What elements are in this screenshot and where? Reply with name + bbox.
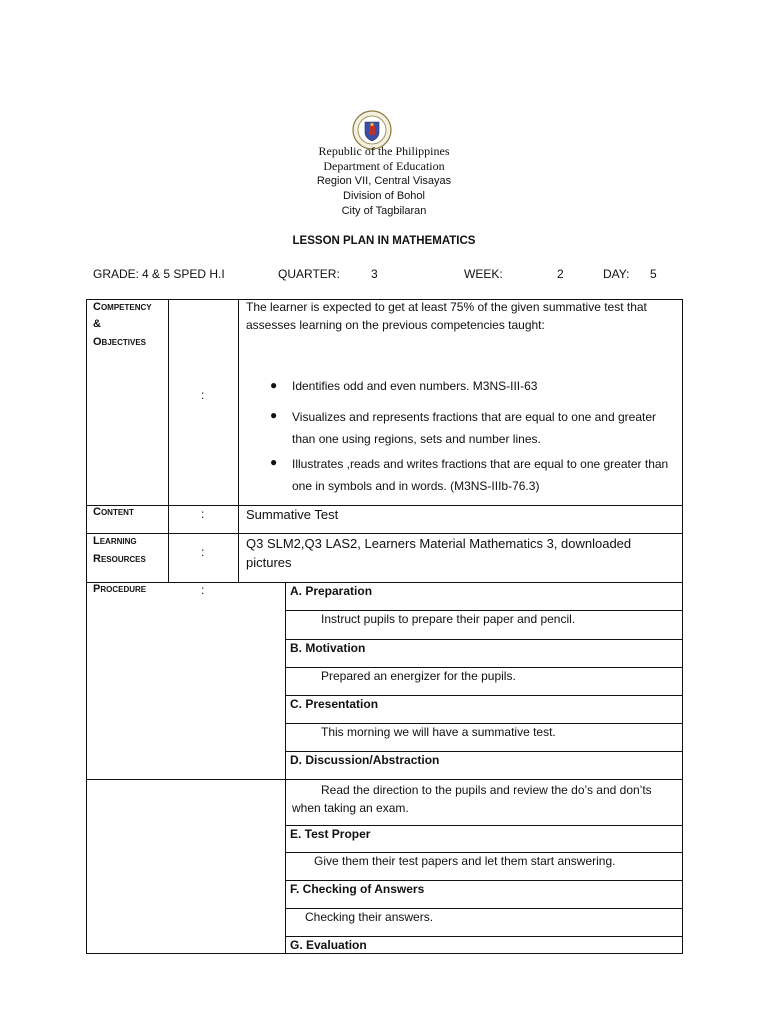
objectives-label: Objectives xyxy=(93,336,147,348)
step-text: Give them their test papers and let them start answering. xyxy=(314,854,616,868)
step-text: Checking their answers. xyxy=(305,910,434,924)
resources-value: Q3 SLM2,Q3 LAS2, Learners Material Mathematics 3, downloaded pictures xyxy=(246,536,632,570)
content-colon: : xyxy=(201,507,205,521)
day-label: DAY: xyxy=(603,267,630,281)
objective-1: Identifies odd and even numbers. M3NS-III-63 xyxy=(292,379,538,393)
week-value: 2 xyxy=(557,267,564,281)
competency-amp: & xyxy=(93,318,101,330)
bullet-dot-2: ● xyxy=(270,408,278,422)
objective-2: Visualizes and represents fractions that are equal to one and greater than one using regions, sets and number lines. xyxy=(292,410,657,446)
step-heading: E. Test Proper xyxy=(290,827,371,841)
procedure-label: Procedure xyxy=(93,583,147,595)
header-republic: Republic of the Philippines xyxy=(318,144,450,158)
step-heading: A. Preparation xyxy=(290,584,373,598)
bullet-dot-1: ● xyxy=(270,378,278,392)
bullet-dot-3: ● xyxy=(270,455,278,469)
week-label: WEEK: xyxy=(464,267,503,281)
competency-intro: The learner is expected to get at least 75% of the given summative test that assesses learning on the previous competencies taught: xyxy=(246,300,647,332)
step-heading: D. Discussion/Abstraction xyxy=(290,753,440,767)
procedure-colon: : xyxy=(201,583,205,597)
competency-label: Competency xyxy=(93,301,152,313)
content-label: Content xyxy=(93,506,134,518)
quarter-label: QUARTER: xyxy=(278,267,340,281)
step-heading: G. Evaluation xyxy=(290,938,367,952)
grade-label: GRADE: xyxy=(93,267,140,281)
competency-colon: : xyxy=(201,388,205,402)
step-text: Instruct pupils to prepare their paper and pencil. xyxy=(321,612,576,626)
resources-label-2: Resources xyxy=(93,553,146,565)
header-city: City of Tagbilaran xyxy=(341,205,427,217)
step-text: This morning we will have a summative test. xyxy=(321,725,556,739)
header-region: Region VII, Central Visayas xyxy=(316,175,452,187)
objective-3: Illustrates ,reads and writes fractions that are equal to one greater than one in symbols and in words. (M3NS-IIIb-76.3) xyxy=(292,457,669,493)
step-text: Prepared an energizer for the pupils. xyxy=(321,669,516,683)
header-department: Department of Education xyxy=(323,159,445,173)
page-title: LESSON PLAN IN MATHEMATICS xyxy=(292,235,476,247)
quarter-value: 3 xyxy=(371,267,378,281)
day-value: 5 xyxy=(650,267,657,281)
grade-value: 4 & 5 SPED H.I xyxy=(142,267,225,281)
header-division: Division of Bohol xyxy=(343,190,425,202)
step-heading: B. Motivation xyxy=(290,641,366,655)
step-heading: C. Presentation xyxy=(290,697,379,711)
step-heading: F. Checking of Answers xyxy=(290,882,425,896)
step-text: Read the direction to the pupils and review the do’s and don’ts when taking an exam. xyxy=(292,783,652,815)
resources-colon: : xyxy=(201,545,205,559)
resources-label-1: Learning xyxy=(93,535,137,547)
content-value: Summative Test xyxy=(246,507,339,522)
